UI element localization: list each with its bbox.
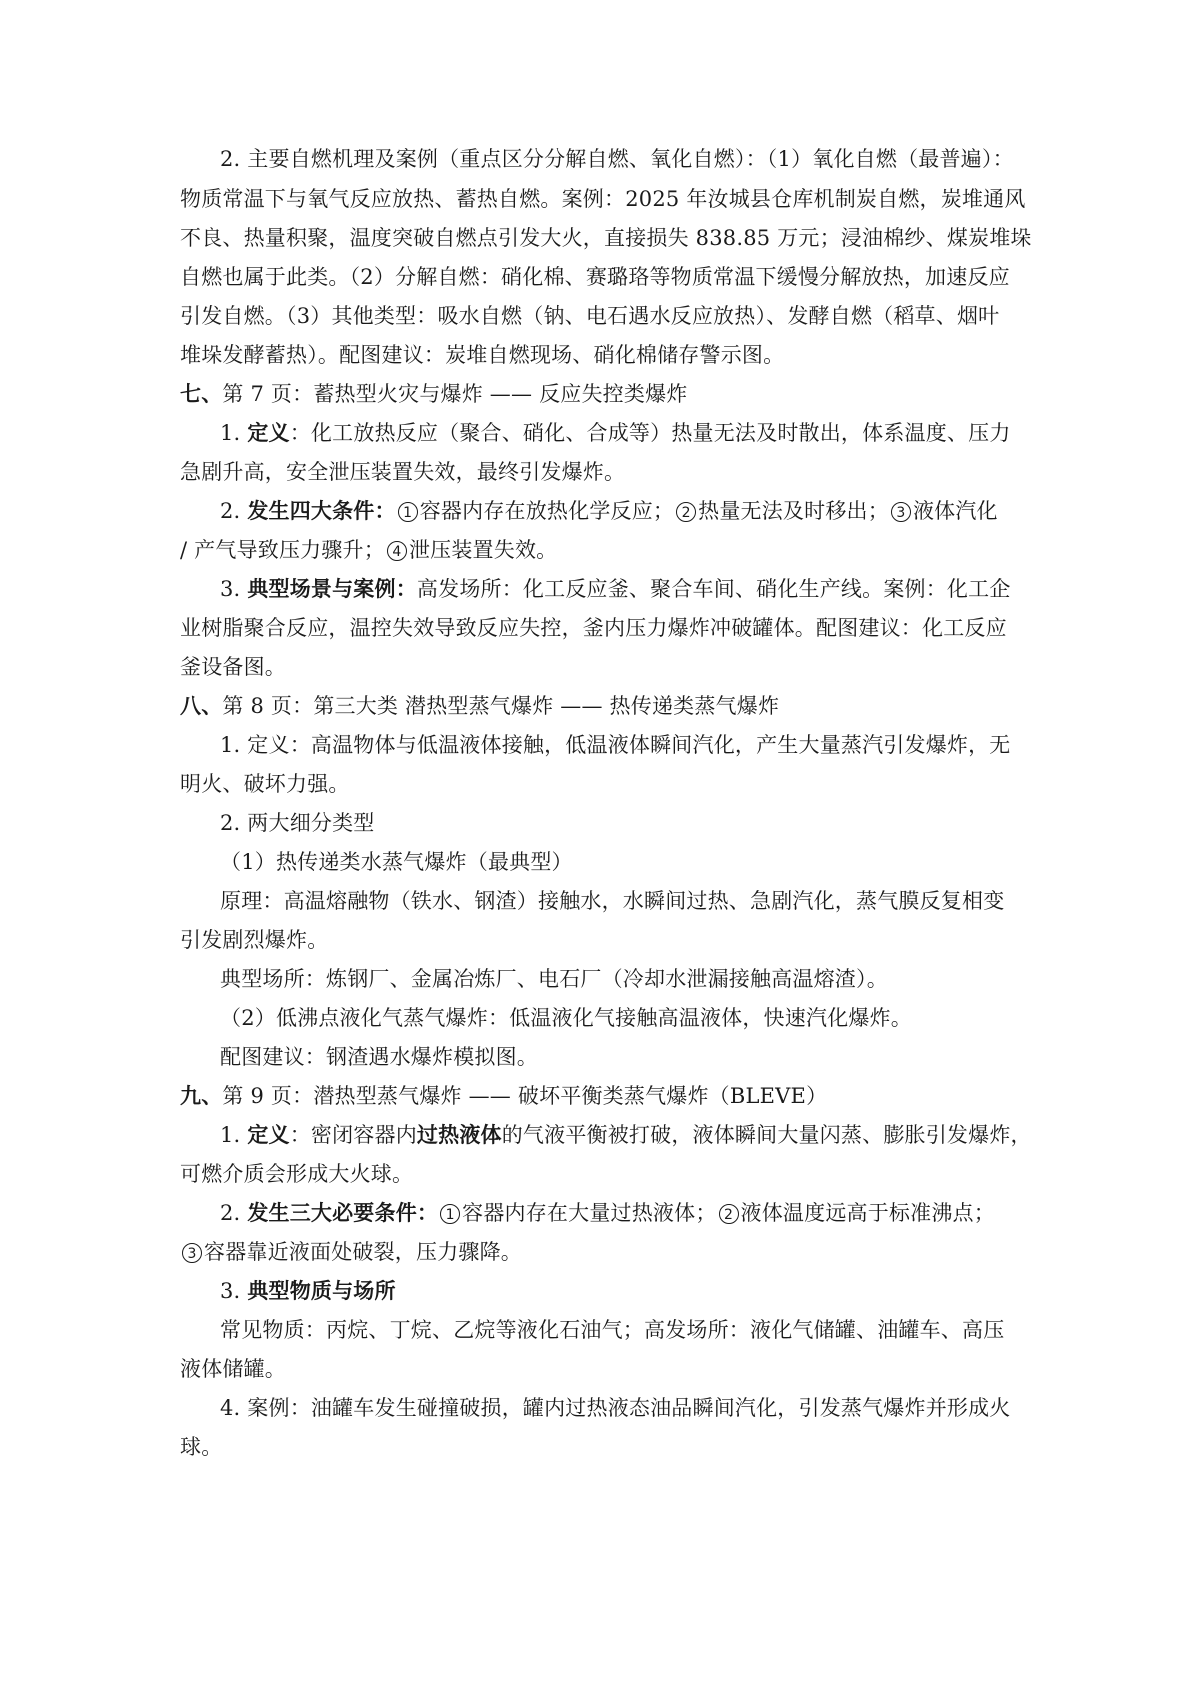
item-text: 泄压装置失效。: [408, 538, 558, 562]
section-title: 第 7 页：蓄热型火灾与爆炸 —— 反应失控类爆炸: [222, 382, 688, 406]
item-number: 1.: [220, 421, 248, 445]
paragraph-line: （1）热传递类水蒸气爆炸（最典型）: [220, 850, 573, 874]
paragraph-line: 不良、热量积聚，温度突破自燃点引发大火，直接损失 838.85 万元；浸油棉纱、煤炭堆垛: [180, 226, 1032, 250]
paragraph-line: 球。: [180, 1435, 223, 1459]
paragraph-line: 2. 主要自燃机理及案例（重点区分分解自燃、氧化自燃）：（1）氧化自燃（最普遍）：: [220, 147, 1014, 171]
section-heading-7: [180, 380, 1010, 408]
paragraph-line: 急剧升高，安全泄压装置失效，最终引发爆炸。: [180, 460, 626, 484]
definition-line: [220, 1121, 1032, 1149]
section-number: 九、: [180, 1083, 223, 1108]
paragraph-line: 1. 定义：高温物体与低温液体接触，低温液体瞬间汽化，产生大量蒸汽引发爆炸，无: [220, 733, 1011, 757]
item-text: 的气液平衡被打破，液体瞬间大量闪蒸、膨胀引发爆炸，: [501, 1123, 1032, 1147]
item-label: 发生三大必要条件：: [247, 1200, 439, 1225]
item-text: 容器内存在大量过热液体；: [462, 1201, 717, 1225]
item-text: ：化工放热反应（聚合、硝化、合成等）热量无法及时散出，体系温度、压力: [289, 421, 1011, 445]
paragraph-line: 可燃介质会形成大火球。: [180, 1162, 414, 1186]
section-title: 第 8 页：第三大类 潜热型蒸气爆炸 —— 热传递类蒸气爆炸: [222, 694, 780, 718]
paragraph-line: 物质常温下与氧气反应放热、蓄热自燃。案例：2025 年汝城县仓库机制炭自燃，炭堆通风: [180, 187, 1026, 211]
item-text: 容器靠近液面处破裂，压力骤降。: [204, 1240, 522, 1264]
paragraph-line: 配图建议：钢渣遇水爆炸模拟图。: [220, 1045, 538, 1069]
paragraph-line: 4. 案例：油罐车发生碰撞破损，罐内过热液态油品瞬间汽化，引发蒸气爆炸并形成火: [220, 1396, 1011, 1420]
item-label: 典型场景与案例：: [247, 576, 417, 601]
scenario-line: [220, 575, 1010, 603]
paragraph-line: 明火、破坏力强。: [180, 772, 350, 796]
paragraph-line: 釜设备图。: [180, 655, 286, 679]
circled-number: 1: [440, 1204, 460, 1224]
item-number: 2.: [220, 1201, 248, 1225]
circled-number: 2: [676, 502, 696, 522]
section-heading-9: [180, 1082, 1010, 1110]
conditions-line-cont: [180, 1238, 1010, 1266]
paragraph-line: 原理：高温熔融物（铁水、钢渣）接触水，水瞬间过热、急剧汽化，蒸气膜反复相变: [220, 889, 1005, 913]
circled-number: 3: [182, 1243, 202, 1263]
paragraph-line: 引发剧烈爆炸。: [180, 928, 329, 952]
item-label: 典型物质与场所: [247, 1278, 396, 1303]
paragraph-line: 典型场所：炼钢厂、金属冶炼厂、电石厂（冷却水泄漏接触高温熔渣）。: [220, 967, 888, 991]
item-number: 2.: [220, 499, 248, 523]
paragraph-line: 引发自燃。（3）其他类型：吸水自燃（钠、电石遇水反应放热）、发酵自燃（稻草、烟叶: [180, 304, 1000, 328]
circled-number: 3: [891, 502, 911, 522]
definition-line: [220, 419, 1010, 447]
paragraph-line: 液体储罐。: [180, 1357, 286, 1381]
item-text: 高发场所：化工反应釜、聚合车间、硝化生产线。案例：化工企: [416, 577, 1011, 601]
circled-number: 4: [387, 541, 407, 561]
item-text: 液体汽化: [912, 499, 998, 523]
conditions-line-cont: [180, 536, 1010, 564]
conditions-line: [220, 497, 1010, 525]
conditions-line: [220, 1199, 1010, 1227]
paragraph-line: 业树脂聚合反应，温控失效导致反应失控，釜内压力爆炸冲破罐体。配图建议：化工反应: [180, 616, 1007, 640]
item-label: 发生四大条件：: [247, 498, 396, 523]
item-emphasis: 过热液体: [416, 1122, 502, 1147]
item-text: / 产气导致压力骤升；: [180, 538, 385, 562]
item-label: 定义: [247, 420, 290, 445]
section-number: 七、: [180, 381, 223, 406]
item-number: 3.: [220, 577, 248, 601]
circled-number: 2: [719, 1204, 739, 1224]
item-text: 热量无法及时移出；: [698, 499, 889, 523]
item-number: 3.: [220, 1279, 248, 1303]
circled-number: 1: [398, 502, 418, 522]
section-heading-8: [180, 692, 1010, 720]
item-text: 容器内存在放热化学反应；: [419, 499, 675, 523]
item-text: ：密闭容器内: [289, 1123, 417, 1147]
item-label: 定义: [247, 1122, 290, 1147]
paragraph-line: 2. 两大细分类型: [220, 811, 375, 835]
paragraph-line: 堆垛发酵蓄热）。配图建议：炭堆自燃现场、硝化棉储存警示图。: [180, 343, 785, 367]
section-number: 八、: [180, 693, 223, 718]
item-number: 1.: [220, 1123, 248, 1147]
paragraph-line: 常见物质：丙烷、丁烷、乙烷等液化石油气；高发场所：液化气储罐、油罐车、高压: [220, 1318, 1005, 1342]
section-title: 第 9 页：潜热型蒸气爆炸 —— 破坏平衡类蒸气爆炸（BLEVE）: [222, 1084, 828, 1108]
paragraph-line: 自燃也属于此类。（2）分解自燃：硝化棉、赛璐珞等物质常温下缓慢分解放热，加速反应: [180, 265, 1010, 289]
item-text: 液体温度远高于标准沸点；: [740, 1201, 995, 1225]
subheading-line: [220, 1277, 1010, 1305]
paragraph-line: （2）低沸点液化气蒸气爆炸：低温液化气接触高温液体，快速汽化爆炸。: [220, 1006, 912, 1030]
